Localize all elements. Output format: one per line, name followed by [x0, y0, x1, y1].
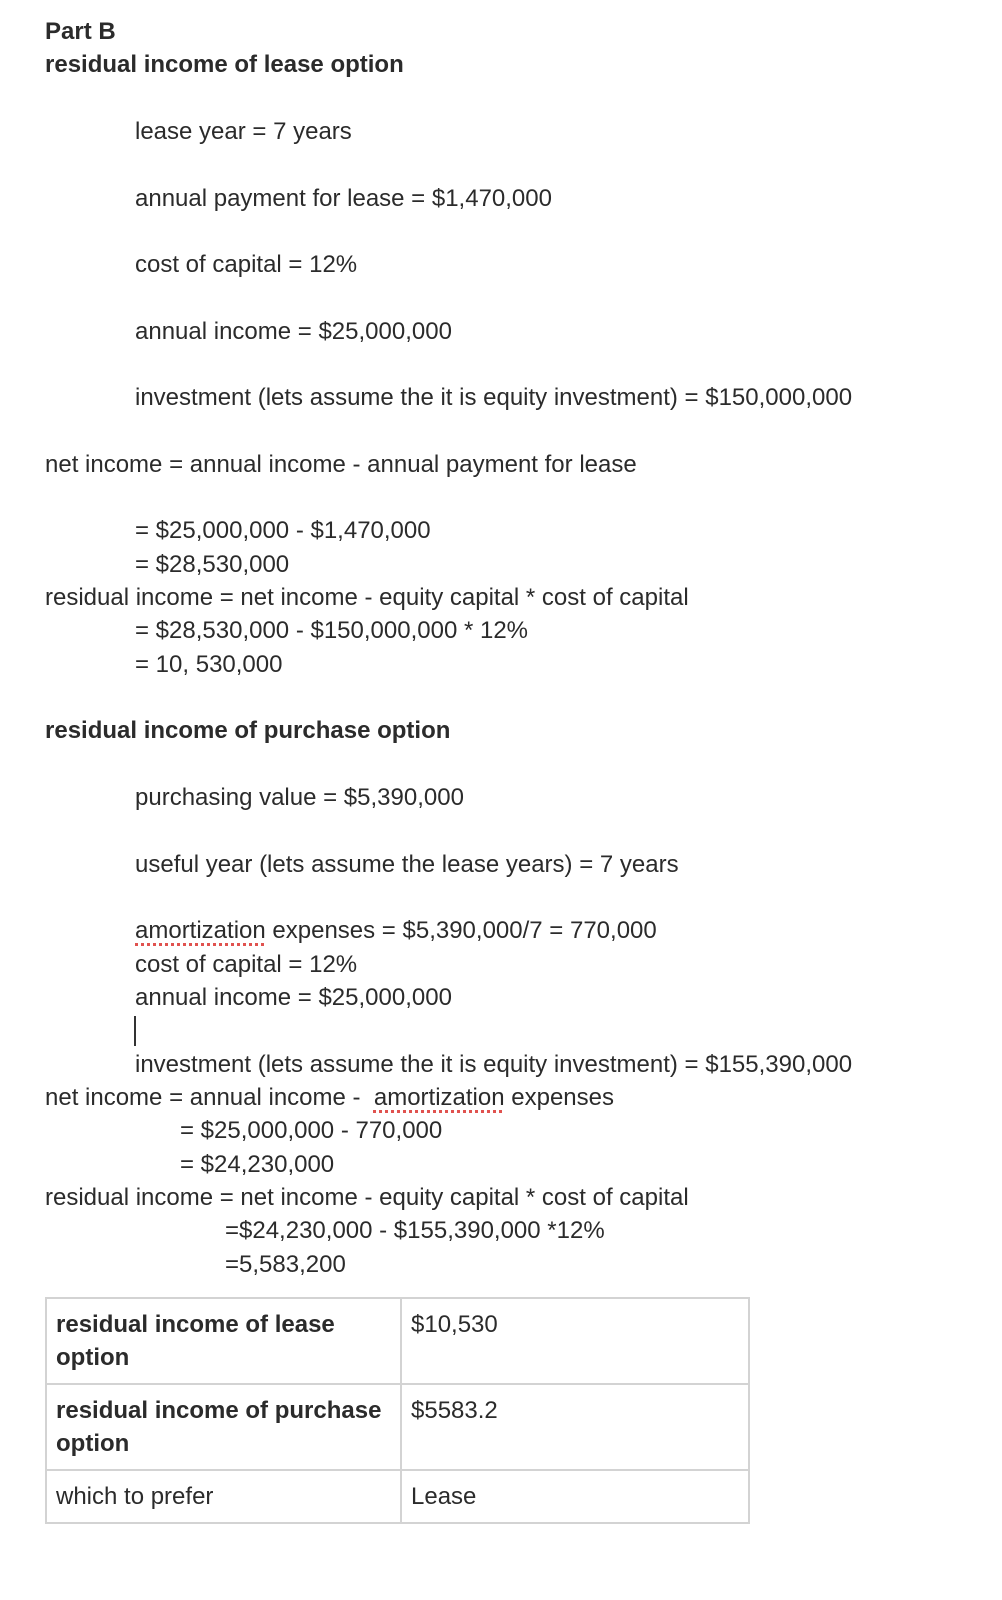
amortization-expense-line [135, 916, 657, 946]
summary-table [45, 1297, 750, 1524]
purchase-cost-of-capital-line: cost of capital = 12% [135, 951, 358, 978]
lease-net-income-step-2: = $28,530,000 [135, 551, 290, 578]
table-cell-label: residual income of lease option [46, 1298, 401, 1384]
table-row [46, 1384, 749, 1470]
purchasing-value-line: purchasing value = $5,390,000 [135, 784, 464, 811]
table-row [46, 1298, 749, 1384]
annual-payment-line: annual payment for lease = $1,470,000 [135, 185, 552, 212]
table-cell-value: Lease [401, 1470, 749, 1523]
lease-annual-income-line: annual income = $25,000,000 [135, 318, 452, 345]
lease-residual-formula: residual income = net income - equity capital * cost of capital [45, 584, 689, 611]
lease-cost-of-capital-line: cost of capital = 12% [135, 251, 358, 278]
spellcheck-word-amortization-2[interactable]: amortization [373, 1084, 505, 1111]
spellcheck-word-amortization[interactable]: amortization [135, 917, 266, 944]
amortization-expense-rest: expenses = $5,390,000/7 = 770,000 [265, 917, 657, 944]
table-row [46, 1470, 749, 1523]
lease-investment-line: investment (lets assume the it is equity investment) = $150,000,000 [135, 384, 853, 411]
net-income-prefix: net income = annual income - [45, 1084, 374, 1111]
text-cursor [134, 1016, 136, 1046]
purchase-annual-income-line: annual income = $25,000,000 [135, 984, 452, 1011]
purchase-investment-line: investment (lets assume the it is equity investment) = $155,390,000 [135, 1051, 853, 1078]
table-cell-value: $10,530 [401, 1298, 749, 1384]
net-income-suffix: expenses [504, 1084, 614, 1111]
lease-net-income-step-1: = $25,000,000 - $1,470,000 [135, 517, 431, 544]
purchase-residual-step-1: =$24,230,000 - $155,390,000 *12% [225, 1217, 605, 1244]
lease-section-title: residual income of lease option [45, 51, 404, 78]
purchase-section-title: residual income of purchase option [45, 717, 451, 744]
lease-residual-step-2: = 10, 530,000 [135, 651, 283, 678]
lease-net-income-formula: net income = annual income - annual payment for lease [45, 451, 637, 478]
purchase-residual-formula: residual income = net income - equity capital * cost of capital [45, 1184, 689, 1211]
purchase-residual-step-2: =5,583,200 [225, 1251, 346, 1278]
table-cell-label: residual income of purchase option [46, 1384, 401, 1470]
purchase-net-income-step-2: = $24,230,000 [180, 1151, 335, 1178]
table-cell-value: $5583.2 [401, 1384, 749, 1470]
lease-year-line: lease year = 7 years [135, 118, 352, 145]
table-cell-label: which to prefer [46, 1470, 401, 1523]
useful-year-line: useful year (lets assume the lease years) = 7 years [135, 851, 679, 878]
part-heading: Part B [45, 18, 116, 45]
lease-residual-step-1: = $28,530,000 - $150,000,000 * 12% [135, 617, 528, 644]
purchase-net-income-formula [45, 1083, 614, 1113]
purchase-net-income-step-1: = $25,000,000 - 770,000 [180, 1117, 443, 1144]
